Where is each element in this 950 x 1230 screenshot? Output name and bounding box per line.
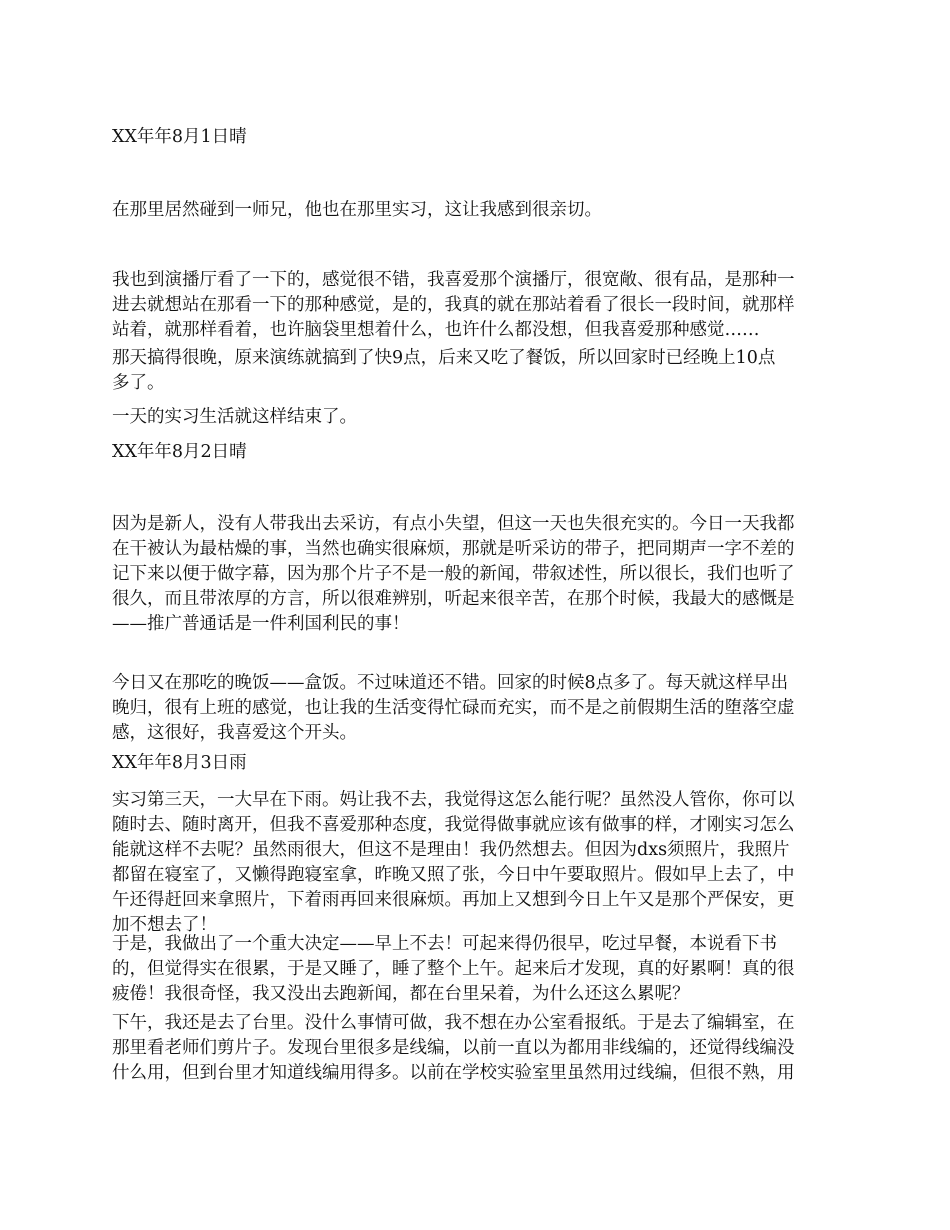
text-line: 于是，我做出了一个重大决定——早上不去！可起来得仍很早，吃过早餐，本说看下书 <box>112 934 777 954</box>
text-line: 都留在寝室了，又懒得跑寝室拿，昨晚又照了张，今日中午要取照片。假如早上去了，中 <box>112 865 795 885</box>
text-line: 实习第三天，一大早在下雨。妈让我不去，我觉得这怎么能行呢？虽然没人管你，你可以 <box>112 790 795 810</box>
paragraph <box>112 1011 842 1086</box>
text-line: 那天搞得很晚，原来演练就搞到了快9点，后来又吃了餐饭，所以回家时已经晚上10点 <box>112 348 776 368</box>
text-line: 能就这样不去呢？虽然雨很大，但这不是理由！我仍然想去。但因为dxs须照片，我照片 <box>112 840 790 860</box>
paragraph <box>112 405 842 430</box>
text-line: 记下来以便于做字幕，因为那个片子不是一般的新闻，带叙述性，所以很长，我们也听了 <box>112 564 795 584</box>
text-line: XX年年8月1日晴 <box>112 127 247 147</box>
paragraph <box>112 788 842 938</box>
text-line: 今日又在那吃的晚饭——盒饭。不过味道还不错。回家的时候8点多了。每天就这样早出 <box>112 673 789 693</box>
text-line: 下午，我还是去了台里。没什么事情可做，我不想在办公室看报纸。于是去了编辑室，在 <box>112 1013 795 1033</box>
text-line: 疲倦！我很奇怪，我又没出去跑新闻，都在台里呆着，为什么还这么累呢？ <box>112 984 690 1004</box>
paragraph <box>112 512 842 637</box>
text-line: XX年年8月2日晴 <box>112 442 247 462</box>
paragraph <box>112 268 842 343</box>
paragraph <box>112 346 842 396</box>
entry-heading-aug-1 <box>112 125 842 150</box>
text-line: 因为是新人，没有人带我出去采访，有点小失望，但这一天也失很充实的。今日一天我都 <box>112 514 795 534</box>
text-line: 站着，就那样看着，也许脑袋里想着什么，也许什么都没想，但我喜爱那种感觉…… <box>112 320 760 340</box>
text-line: 什么用，但到台里才知道线编用得多。以前在学校实验室里虽然用过线编，但很不熟，用 <box>112 1063 795 1083</box>
text-line: 的，但觉得实在很累，于是又睡了，睡了整个上午。起来后才发现，真的好累啊！真的很 <box>112 959 795 979</box>
paragraph <box>112 671 842 746</box>
text-line: 多了。 <box>112 373 165 393</box>
text-line: 随时去、随时离开，但我不喜爱那种态度，我觉得做事就应该有做事的样，才刚实习怎么 <box>112 815 795 835</box>
text-line: 晚归，很有上班的感觉，也让我的生活变得忙碌而充实，而不是之前假期生活的堕落空虚 <box>112 698 795 718</box>
text-line: 那里看老师们剪片子。发现台里很多是线编，以前一直以为都用非线编的，还觉得线编没 <box>112 1038 795 1058</box>
text-line: 一天的实习生活就这样结束了。 <box>112 407 357 427</box>
text-line: 进去就想站在那看一下的那种感觉，是的，我真的就在那站着看了很长一段时间，就那样 <box>112 295 795 315</box>
text-line: 在干被认为最枯燥的事，当然也确实很麻烦，那就是听采访的带子，把同期声一字不差的 <box>112 539 795 559</box>
text-line: 午还得赶回来拿照片，下着雨再回来很麻烦。再加上又想到今日上午又是那个严保安，更 <box>112 890 795 910</box>
paragraph <box>112 198 842 223</box>
entry-heading-aug-3 <box>112 751 842 776</box>
text-line: 感，这很好，我喜爱这个开头。 <box>112 723 357 743</box>
text-line: 我也到演播厅看了一下的，感觉很不错，我喜爱那个演播厅，很宽敞、很有品，是那种一 <box>112 270 795 290</box>
entry-heading-aug-2 <box>112 440 842 465</box>
text-line: 加不想去了！ <box>112 915 217 935</box>
text-line: 在那里居然碰到一师兄，他也在那里实习，这让我感到很亲切。 <box>112 200 602 220</box>
paragraph <box>112 932 842 1007</box>
text-line: 很久，而且带浓厚的方言，所以很难辨别，听起来很辛苦，在那个时候，我最大的感慨是 <box>112 589 795 609</box>
text-line: XX年年8月3日雨 <box>112 753 247 773</box>
text-line: ——推广普通话是一件利国利民的事！ <box>112 614 410 634</box>
